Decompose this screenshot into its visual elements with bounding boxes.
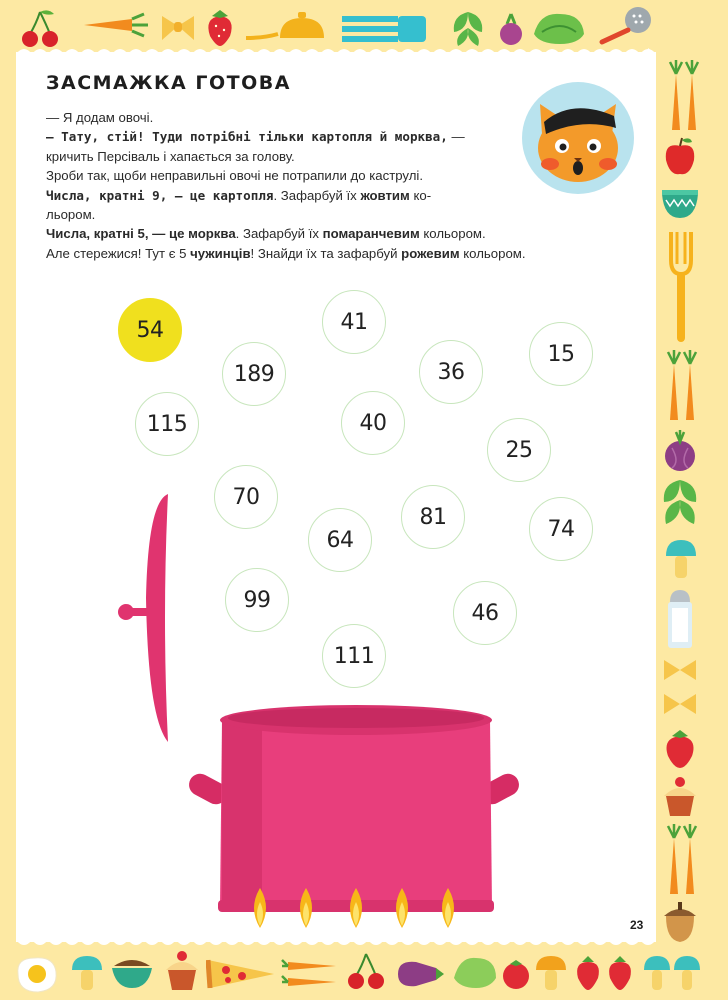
pizza-icon <box>206 952 276 992</box>
number-circle[interactable]: 41 <box>322 290 386 354</box>
mushroom-icon <box>70 954 104 994</box>
number-circle[interactable]: 99 <box>225 568 289 632</box>
number-circle[interactable]: 70 <box>214 465 278 529</box>
text-line: кричить Персіваль і хапається за голову. <box>46 148 295 164</box>
pasta-icon <box>660 656 700 720</box>
mushroom-icon <box>642 954 702 994</box>
pot-lid <box>118 494 168 742</box>
carrot-icon <box>662 348 702 426</box>
carrot-icon <box>664 58 704 136</box>
text-line: Але стережися! Тут є 5 чужинців! Знайди їх та зафарбуй рожевим кольором. <box>46 245 526 261</box>
acorn-icon <box>660 900 700 944</box>
number-circle[interactable]: 36 <box>419 340 483 404</box>
number-circle[interactable]: 74 <box>529 497 593 561</box>
wavy-edge-bottom <box>16 940 656 950</box>
cooking-pot <box>110 488 560 933</box>
number-circle[interactable]: 64 <box>308 508 372 572</box>
text-line: Числа, кратні 9, — це картопля. Зафарбуй їх жовтим ко- <box>46 187 432 203</box>
number-circle[interactable]: 115 <box>135 392 199 456</box>
salt-shaker-icon <box>664 588 696 650</box>
page-title: ЗАСМАЖКА ГОТОВА <box>46 72 291 94</box>
strawberry-icon <box>570 950 640 994</box>
eggplant-icon <box>392 954 446 994</box>
onion-icon <box>660 428 700 474</box>
spatula-icon <box>596 4 656 48</box>
mushroom-icon <box>664 538 698 582</box>
bowl-icon <box>108 954 156 992</box>
apple-icon <box>662 134 698 178</box>
carrot-icon <box>662 822 702 900</box>
text-line: Числа, кратні 5, — це морква. Зафарбуй їх помаранчевим кольором. <box>46 226 486 242</box>
number-circle[interactable]: 111 <box>322 624 386 688</box>
pan-icon <box>244 8 334 48</box>
number-circle[interactable]: 40 <box>341 391 405 455</box>
cake-icon <box>162 948 202 994</box>
fork-icon <box>666 230 696 344</box>
basil-icon <box>656 478 704 534</box>
cat-avatar <box>522 82 634 194</box>
radish-icon <box>496 10 526 48</box>
text-line: Зроби так, щоби неправильні овочі не потрапили до каструлі. <box>46 168 424 184</box>
number-circle[interactable]: 189 <box>222 342 286 406</box>
number-circle[interactable]: 25 <box>487 418 551 482</box>
lettuce-icon <box>450 950 500 992</box>
lettuce-icon <box>530 6 588 48</box>
bowl-icon <box>660 186 700 222</box>
cherry-icon <box>18 8 62 50</box>
carrot-icon <box>280 956 340 992</box>
strawberry-icon <box>202 6 238 48</box>
number-circle[interactable]: 15 <box>529 322 593 386</box>
egg-icon <box>12 952 62 996</box>
cake-icon <box>660 774 700 820</box>
herb-icon <box>446 8 490 48</box>
number-circle[interactable]: 81 <box>401 485 465 549</box>
number-circle[interactable]: 46 <box>453 581 517 645</box>
fork-icon <box>340 12 430 44</box>
carrot-icon <box>80 10 150 40</box>
cherry-icon <box>344 950 388 994</box>
strawberry-icon <box>660 726 700 770</box>
text-line: льором. <box>46 207 96 223</box>
page-number: 23 <box>630 918 644 932</box>
mushroom-icon <box>534 954 568 994</box>
text-line: — Тату, стій! Туди потрібні тільки картопля й морква, — <box>46 129 465 145</box>
pasta-icon <box>158 12 198 44</box>
tomato-icon <box>500 954 532 992</box>
number-circle[interactable]: 54 <box>118 298 182 362</box>
text-line: — Я додам овочі. <box>46 110 154 125</box>
